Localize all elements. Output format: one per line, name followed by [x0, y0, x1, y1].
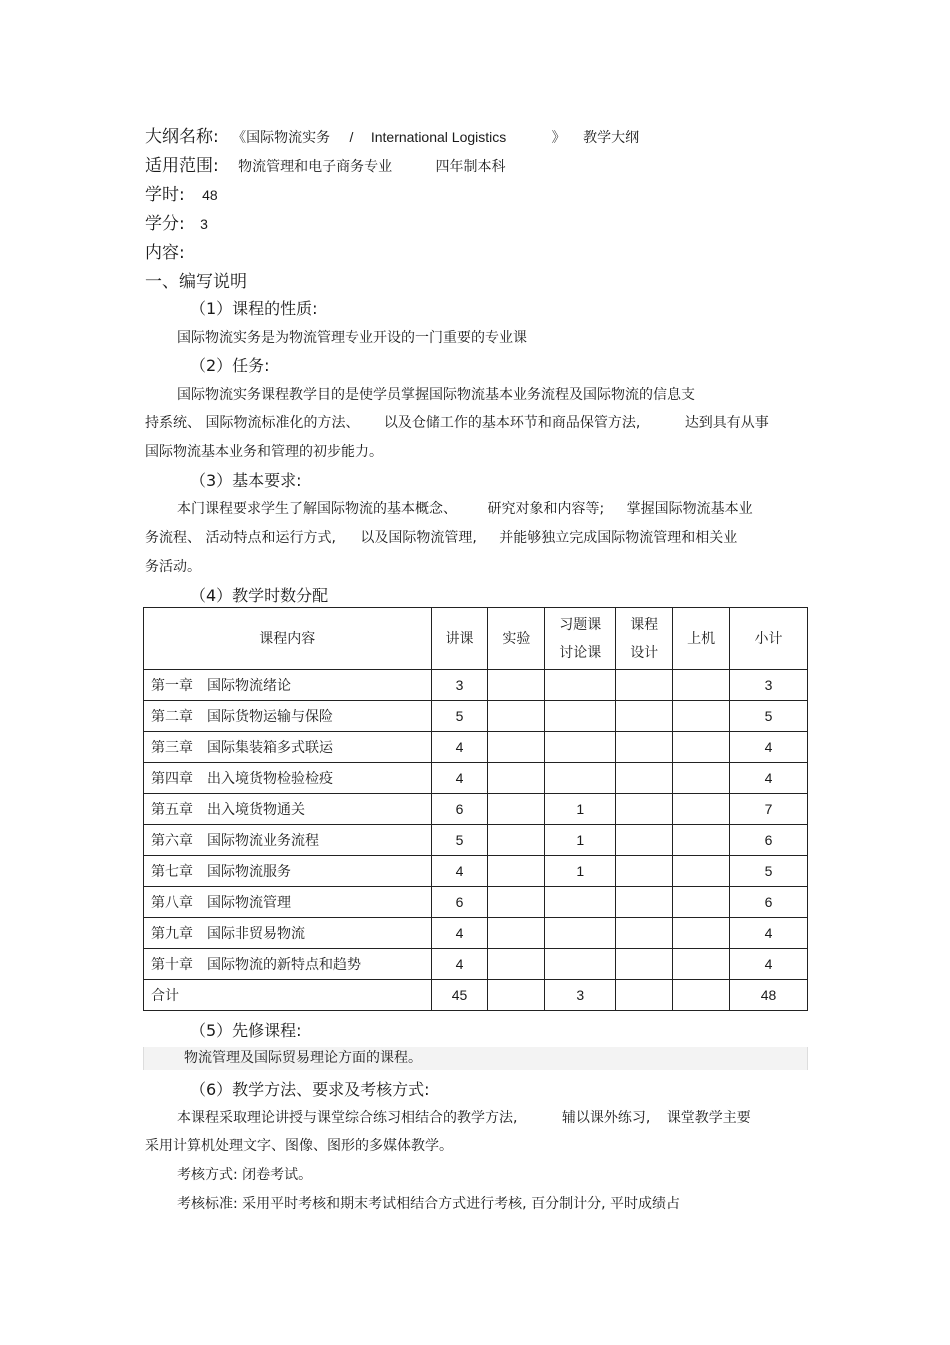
task-line-2c: 达到具有从事 — [684, 415, 769, 431]
row-lecture: 4 — [431, 918, 488, 949]
row-exercise — [545, 732, 616, 763]
row-subtotal: 6 — [730, 887, 808, 918]
row-lecture: 4 — [431, 732, 488, 763]
task-line-1: 国际物流实务课程教学目的是使学员掌握国际物流基本业务流程及国际物流的信息支 — [177, 387, 695, 403]
row-chapter-name: 第三章 国际集装箱多式联运 — [144, 732, 432, 763]
row-design — [616, 763, 673, 794]
requirements-line-1c: 掌握国际物流基本业 — [626, 501, 753, 517]
credits-value: 3 — [200, 216, 208, 232]
outline-name-close: 》 — [551, 130, 566, 146]
row-exercise — [545, 763, 616, 794]
requirements-line-2a: 务流程、 活动特点和运行方式, — [145, 530, 336, 546]
row-computer — [673, 887, 730, 918]
row-subtotal: 7 — [730, 794, 808, 825]
total-exercise: 3 — [545, 980, 616, 1011]
outline-name-sep: / — [349, 129, 354, 145]
total-design — [616, 980, 673, 1011]
row-lab — [488, 918, 545, 949]
row-exercise — [545, 918, 616, 949]
outline-name-value-en: International Logistics — [370, 129, 507, 145]
row-lecture: 4 — [431, 763, 488, 794]
requirements-line-2 — [145, 527, 737, 547]
row-chapter-name: 第六章 国际物流业务流程 — [144, 825, 432, 856]
row-design — [616, 949, 673, 980]
header-lab: 实验 — [488, 608, 545, 670]
header-computer: 上机 — [673, 608, 730, 670]
row-chapter-name: 第四章 出入境货物检验检疫 — [144, 763, 432, 794]
requirements-line-2c: 并能够独立完成国际物流管理和相关业 — [499, 530, 738, 546]
row-design — [616, 856, 673, 887]
prerequisite-box — [143, 1047, 808, 1070]
table-row — [144, 918, 808, 949]
task-heading: （2）任务: — [190, 356, 270, 375]
table-row — [144, 701, 808, 732]
table-row — [144, 670, 808, 701]
row-lab — [488, 670, 545, 701]
outline-name-suffix: 教学大纲 — [583, 130, 640, 146]
row-lab — [488, 701, 545, 732]
row-chapter-name: 第十章 国际物流的新特点和趋势 — [144, 949, 432, 980]
outline-name-label: 大纲名称: — [145, 127, 219, 147]
total-computer — [673, 980, 730, 1011]
row-chapter-name: 第五章 出入境货物通关 — [144, 794, 432, 825]
row-design — [616, 887, 673, 918]
requirements-line-1a: 本门课程要求学生了解国际物流的基本概念、 — [177, 501, 457, 517]
method-heading: （6）教学方法、要求及考核方式: — [190, 1080, 430, 1099]
exam-standard: 考核标准: 采用平时考核和期末考试相结合方式进行考核, 百分制计分, 平时成绩占 — [177, 1196, 680, 1212]
hours-allocation-table — [143, 607, 808, 1011]
total-label: 合计 — [144, 980, 432, 1011]
row-computer — [673, 794, 730, 825]
row-lab — [488, 887, 545, 918]
row-exercise: 1 — [545, 794, 616, 825]
row-lecture: 5 — [431, 701, 488, 732]
method-line-1 — [177, 1107, 751, 1127]
table-row — [144, 856, 808, 887]
scope-label: 适用范围: — [145, 156, 219, 176]
row-subtotal: 4 — [730, 763, 808, 794]
row-lab — [488, 732, 545, 763]
nature-text: 国际物流实务是为物流管理专业开设的一门重要的专业课 — [177, 330, 527, 346]
content-label: 内容: — [145, 243, 185, 263]
row-lab — [488, 825, 545, 856]
outline-name-value-cn: 《国际物流实务 — [232, 130, 331, 146]
method-line-1c: 课堂教学主要 — [666, 1110, 751, 1126]
method-line-1b: 辅以课外练习, — [561, 1110, 651, 1126]
table-row — [144, 825, 808, 856]
outline-name-line — [145, 122, 639, 147]
row-chapter-name: 第一章 国际物流绪论 — [144, 670, 432, 701]
prerequisite-text: 物流管理及国际贸易理论方面的课程。 — [184, 1050, 422, 1066]
row-exercise — [545, 670, 616, 701]
row-design — [616, 670, 673, 701]
row-lab — [488, 794, 545, 825]
table-total-row — [144, 980, 808, 1011]
scope-line — [145, 151, 506, 176]
section-heading: 一、编写说明 — [145, 272, 247, 292]
row-design — [616, 701, 673, 732]
row-exercise — [545, 949, 616, 980]
header-design-line-2: 设计 — [630, 644, 659, 661]
row-chapter-name: 第八章 国际物流管理 — [144, 887, 432, 918]
header-lecture: 讲课 — [431, 608, 488, 670]
requirements-line-3: 务活动。 — [145, 559, 201, 575]
row-lecture: 6 — [431, 794, 488, 825]
row-design — [616, 794, 673, 825]
row-subtotal: 4 — [730, 949, 808, 980]
table-row — [144, 949, 808, 980]
table-row — [144, 887, 808, 918]
scope-value-degree: 四年制本科 — [435, 159, 506, 175]
task-line-2a: 持系统、 国际物流标准化的方法、 — [145, 415, 360, 431]
row-subtotal: 5 — [730, 856, 808, 887]
table-row — [144, 794, 808, 825]
table-row — [144, 732, 808, 763]
row-computer — [673, 856, 730, 887]
method-line-2: 采用计算机处理文字、图像、图形的多媒体教学。 — [145, 1138, 453, 1154]
exam-mode: 考核方式: 闭卷考试。 — [177, 1167, 313, 1183]
credits-line — [145, 209, 208, 234]
row-lecture: 6 — [431, 887, 488, 918]
requirements-line-2b: 以及国际物流管理, — [360, 530, 477, 546]
task-line-2b: 以及仓储工作的基本环节和商品保管方法, — [383, 415, 641, 431]
header-exercise — [545, 608, 616, 670]
row-computer — [673, 701, 730, 732]
row-lab — [488, 856, 545, 887]
requirements-heading: （3）基本要求: — [190, 471, 302, 490]
header-exercise-line-2: 讨论课 — [559, 644, 602, 661]
row-chapter-name: 第二章 国际货物运输与保险 — [144, 701, 432, 732]
hours-line — [145, 180, 218, 205]
row-design — [616, 732, 673, 763]
header-content: 课程内容 — [144, 608, 432, 670]
hours-value: 48 — [202, 187, 218, 203]
scope-value-major: 物流管理和电子商务专业 — [238, 159, 393, 175]
row-chapter-name: 第九章 国际非贸易物流 — [144, 918, 432, 949]
row-computer — [673, 825, 730, 856]
row-exercise — [545, 701, 616, 732]
row-design — [616, 825, 673, 856]
allocation-heading: （4）教学时数分配 — [190, 586, 329, 605]
row-chapter-name: 第七章 国际物流服务 — [144, 856, 432, 887]
task-line-2 — [145, 412, 769, 432]
row-computer — [673, 732, 730, 763]
row-subtotal: 3 — [730, 670, 808, 701]
row-computer — [673, 949, 730, 980]
row-lecture: 4 — [431, 856, 488, 887]
total-lab — [488, 980, 545, 1011]
method-line-1a: 本课程采取理论讲授与课堂综合练习相结合的教学方法, — [177, 1110, 518, 1126]
header-design — [616, 608, 673, 670]
row-computer — [673, 670, 730, 701]
requirements-line-1b: 研究对象和内容等; — [487, 501, 605, 517]
row-lecture: 5 — [431, 825, 488, 856]
row-subtotal: 4 — [730, 732, 808, 763]
row-computer — [673, 763, 730, 794]
table-row — [144, 763, 808, 794]
credits-label: 学分: — [145, 214, 185, 234]
table-header-row — [144, 608, 808, 670]
row-design — [616, 918, 673, 949]
requirements-line-1 — [177, 498, 753, 518]
nature-heading: （1）课程的性质: — [190, 299, 318, 318]
header-subtotal: 小计 — [730, 608, 808, 670]
row-computer — [673, 918, 730, 949]
prerequisite-heading: （5）先修课程: — [190, 1021, 302, 1040]
row-lab — [488, 949, 545, 980]
row-subtotal: 4 — [730, 918, 808, 949]
header-design-line-1: 课程 — [630, 616, 659, 633]
row-lab — [488, 763, 545, 794]
row-subtotal: 5 — [730, 701, 808, 732]
row-lecture: 3 — [431, 670, 488, 701]
hours-label: 学时: — [145, 185, 185, 205]
total-lecture: 45 — [431, 980, 488, 1011]
header-exercise-line-1: 习题课 — [559, 616, 602, 633]
row-exercise: 1 — [545, 856, 616, 887]
row-exercise — [545, 887, 616, 918]
row-lecture: 4 — [431, 949, 488, 980]
row-subtotal: 6 — [730, 825, 808, 856]
task-line-3: 国际物流基本业务和管理的初步能力。 — [145, 444, 383, 460]
row-exercise: 1 — [545, 825, 616, 856]
total-subtotal: 48 — [730, 980, 808, 1011]
